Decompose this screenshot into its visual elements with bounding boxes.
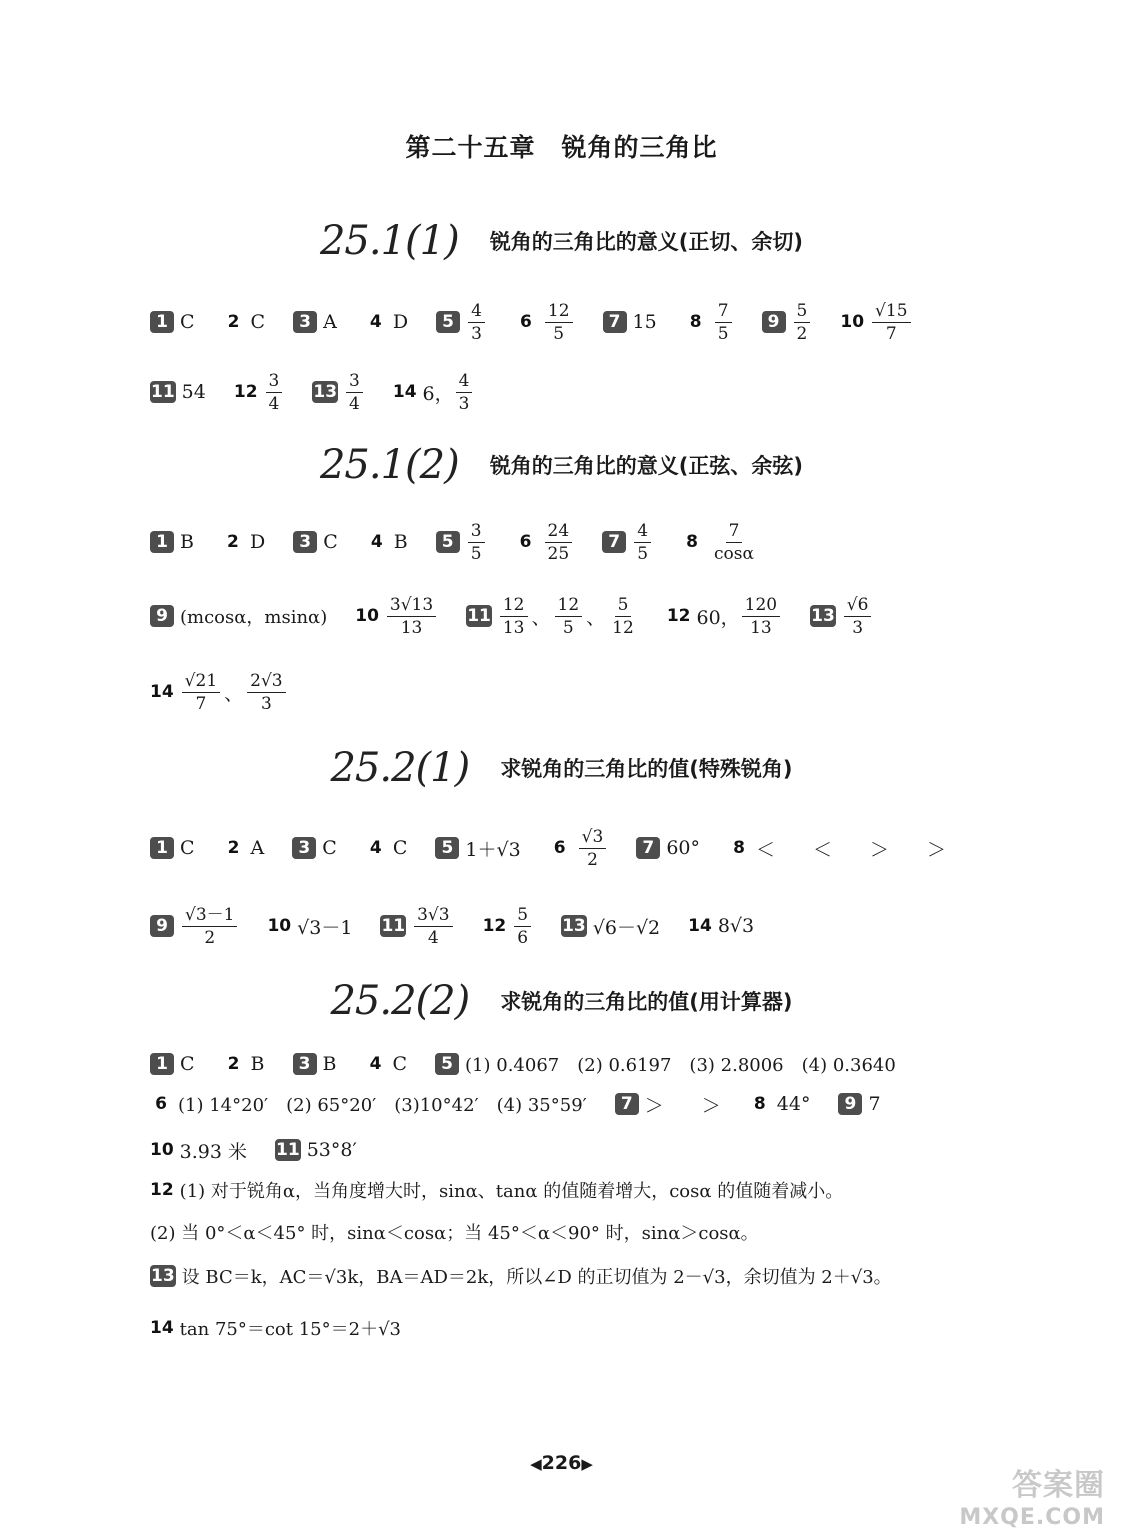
section-title: 锐角的三角比的意义(正切、余切) xyxy=(489,230,804,254)
question-number: 14 xyxy=(150,1318,174,1338)
answer-item xyxy=(667,595,782,638)
denominator: 2 xyxy=(204,927,216,948)
question-number: 1 xyxy=(150,837,174,859)
denominator: 6 xyxy=(517,927,529,948)
question-number: 3 xyxy=(293,531,317,553)
denominator: 5 xyxy=(637,543,649,564)
denominator: 4 xyxy=(268,393,280,414)
answer-item xyxy=(234,371,285,414)
question-number: 12 xyxy=(482,916,507,936)
separator: 、 xyxy=(586,606,606,629)
fraction xyxy=(514,905,531,948)
answer-item xyxy=(393,371,475,414)
numerator: 12 xyxy=(555,595,583,617)
fraction xyxy=(468,301,485,344)
numerator: 3 xyxy=(266,371,283,393)
fraction xyxy=(555,595,583,638)
section-number: 25.1(1) xyxy=(319,218,459,264)
answer-item xyxy=(150,311,195,333)
denominator: 4 xyxy=(349,393,360,414)
question-number: 11 xyxy=(467,606,491,626)
answer-row xyxy=(150,1130,1063,1170)
question-number: 14 xyxy=(150,682,174,702)
page-number-text: 226 xyxy=(541,1452,582,1474)
answer-item xyxy=(150,603,327,629)
section-title: 求锐角的三角比的值(用计算器) xyxy=(500,990,793,1014)
fraction xyxy=(456,371,473,414)
answer-item xyxy=(292,837,337,859)
question-number: 14 xyxy=(392,382,417,402)
numerator: 4 xyxy=(468,301,485,323)
chapter-title: 第二十五章 锐角的三角比 xyxy=(405,133,718,162)
fraction xyxy=(579,827,607,870)
answer-item xyxy=(275,1139,357,1161)
answer-item xyxy=(150,1263,892,1289)
numerator: 5 xyxy=(615,595,632,617)
question-number: 10 xyxy=(355,606,379,626)
question-number: 12 xyxy=(666,606,691,626)
answer-item xyxy=(688,915,754,937)
question-number: 5 xyxy=(435,1053,459,1075)
numerator: 5 xyxy=(794,301,811,323)
question-number: 4 xyxy=(369,1054,382,1074)
answer-item xyxy=(223,311,266,333)
answer-item xyxy=(681,521,759,564)
answer-text: 8√3 xyxy=(717,915,755,937)
answer-item xyxy=(150,1137,247,1164)
answer-text: C xyxy=(323,531,338,553)
section-number: 25.2(1) xyxy=(330,745,470,791)
answer-text: 1＋√3 xyxy=(465,838,521,861)
denominator: 3 xyxy=(458,393,470,414)
numerator: √21 xyxy=(182,671,220,693)
fraction xyxy=(182,671,220,714)
answer-item xyxy=(762,301,813,344)
numerator: 120 xyxy=(742,595,780,617)
answer-item xyxy=(150,1053,195,1075)
answer-text: 60° xyxy=(666,837,701,859)
question-number: 8 xyxy=(686,532,698,552)
question-number: 7 xyxy=(636,837,660,859)
answer-row xyxy=(150,818,1063,878)
answer-item xyxy=(150,671,288,714)
question-number: 9 xyxy=(838,1093,862,1115)
denominator: 13 xyxy=(502,617,525,638)
question-number: 11 xyxy=(276,1140,300,1160)
numerator: √15 xyxy=(872,301,910,323)
answer-text: (1) 0.4067 (2) 0.6197 (3) 2.8006 (4) 0.3640 xyxy=(465,1055,896,1076)
answer-row xyxy=(150,586,1063,646)
denominator: 2 xyxy=(587,849,598,870)
question-number: 2 xyxy=(227,532,239,552)
separator: 、 xyxy=(224,682,244,705)
question-number: 4 xyxy=(369,312,382,332)
answer-text: D xyxy=(392,311,409,333)
question-number: 3 xyxy=(292,837,316,859)
answer-text: 15 xyxy=(632,311,657,333)
question-number: 11 xyxy=(381,916,406,936)
question-number: 7 xyxy=(602,531,626,553)
separator: 、 xyxy=(531,606,551,629)
question-number: 6 xyxy=(553,838,566,858)
answer-item xyxy=(838,1093,880,1115)
answer-item xyxy=(150,905,239,948)
answer-item xyxy=(685,301,734,344)
page-number xyxy=(0,1452,1123,1474)
answer-text: 53°8′ xyxy=(306,1139,357,1161)
answer-text: B xyxy=(180,531,194,553)
answer-text: tan 75°＝cot 15°＝2＋√3 xyxy=(179,1319,402,1340)
section-title: 锐角的三角比的意义(正弦、余弦) xyxy=(489,454,804,478)
answer-item xyxy=(515,521,575,564)
answer-row xyxy=(150,1170,1063,1210)
right-arrow-icon: ▶ xyxy=(581,1455,593,1473)
fraction xyxy=(545,521,573,564)
numerator: 24 xyxy=(545,521,573,543)
numerator: 3√13 xyxy=(387,595,436,617)
denominator: 4 xyxy=(427,927,439,948)
answer-row xyxy=(150,362,1063,422)
answer-text: (1) 对于锐角α，当角度增大时，sinα、tanα 的值随着增大，cosα 的值随着减小。 xyxy=(179,1181,844,1202)
denominator: cosα xyxy=(714,543,754,564)
watermark-line2: MXQE.COM xyxy=(959,1505,1105,1530)
denominator: 2 xyxy=(796,323,808,344)
answer-text: C xyxy=(392,1053,408,1075)
fraction xyxy=(711,521,757,564)
numerator: 12 xyxy=(545,301,573,323)
numerator: 7 xyxy=(726,521,743,543)
question-number: 13 xyxy=(151,1266,175,1286)
answer-text: C xyxy=(392,837,408,859)
question-number: 6 xyxy=(155,1094,167,1114)
answer-text: 7 xyxy=(868,1093,881,1115)
answer-row xyxy=(150,512,1063,572)
left-arrow-icon: ◀ xyxy=(530,1455,542,1473)
answer-item xyxy=(267,913,352,940)
fraction xyxy=(872,301,910,344)
answer-text: 60， xyxy=(696,606,740,629)
answer-item xyxy=(223,837,265,859)
answer-text: 54 xyxy=(181,381,206,403)
answer-text: C xyxy=(180,311,195,333)
answer-text: (2) 当 0°＜α＜45° 时，sinα＜cosα；当 45°＜α＜90° 时，sinα＞cosα。 xyxy=(150,1223,759,1244)
question-number: 2 xyxy=(227,838,240,858)
numerator: √3 xyxy=(579,827,607,849)
numerator: 3 xyxy=(468,521,485,543)
answer-item xyxy=(435,1051,896,1077)
question-number: 7 xyxy=(603,311,627,333)
section-header xyxy=(0,218,1123,264)
denominator: 7 xyxy=(885,323,897,344)
question-number: 14 xyxy=(688,916,712,936)
answer-item xyxy=(223,1053,265,1075)
denominator: 25 xyxy=(547,543,570,564)
answer-text: 设 BC＝k，AC＝√3k，BA＝AD＝2k，所以∠D 的正切值为 2－√3，余切值为 2＋√3。 xyxy=(181,1267,892,1288)
answer-text: (1) 14°20′ (2) 65°20′ (3)10°42′ (4) 35°59′ xyxy=(178,1095,587,1116)
question-number: 3 xyxy=(293,311,317,333)
denominator: 13 xyxy=(400,617,423,638)
answer-row xyxy=(150,1212,1063,1252)
answer-item xyxy=(380,905,454,948)
answer-row xyxy=(150,1308,1063,1348)
section-number: 25.2(2) xyxy=(330,978,470,1024)
answer-text: A xyxy=(250,837,265,859)
answer-item xyxy=(840,301,912,344)
question-number: 10 xyxy=(840,312,865,332)
answer-row xyxy=(150,896,1063,956)
denominator: 13 xyxy=(750,617,772,638)
watermark-line1: 答案圈 xyxy=(1012,1468,1105,1503)
section-header xyxy=(0,978,1123,1024)
question-number: 13 xyxy=(562,916,586,936)
answer-text: 3.93 米 xyxy=(179,1140,248,1163)
answer-item xyxy=(636,837,700,859)
answer-item xyxy=(466,595,639,638)
answer-item xyxy=(515,301,575,344)
answer-item xyxy=(749,1093,811,1115)
answer-item xyxy=(549,827,609,870)
denominator: 3 xyxy=(471,323,482,344)
numerator: 5 xyxy=(514,905,531,927)
answer-item xyxy=(150,531,194,553)
answer-text: (mcosα，msinα) xyxy=(180,607,328,628)
answer-text: ＞ ＞ xyxy=(644,1094,721,1117)
question-number: 13 xyxy=(313,382,338,402)
question-number: 12 xyxy=(150,1180,174,1200)
answer-text: 44° xyxy=(776,1093,811,1115)
watermark xyxy=(959,1470,1105,1534)
answer-row xyxy=(150,662,1063,722)
answer-item xyxy=(615,1091,721,1118)
fraction xyxy=(468,521,485,564)
answer-row xyxy=(150,1256,1063,1296)
fraction xyxy=(742,595,780,638)
denominator: 5 xyxy=(553,323,565,344)
numerator: 4 xyxy=(634,521,651,543)
fraction xyxy=(346,371,363,414)
answer-text: √3－1 xyxy=(297,916,353,939)
answer-item xyxy=(728,835,946,862)
answer-item xyxy=(355,595,438,638)
denominator: 3 xyxy=(852,617,864,638)
numerator: 12 xyxy=(500,595,528,617)
numerator: √3－1 xyxy=(182,905,237,927)
answer-item xyxy=(602,521,653,564)
answer-item xyxy=(603,311,657,333)
question-number: 9 xyxy=(150,605,174,627)
fraction xyxy=(414,905,452,948)
answer-item xyxy=(483,905,534,948)
answer-row xyxy=(150,1084,1063,1124)
section-header xyxy=(0,442,1123,488)
question-number: 7 xyxy=(615,1093,639,1115)
numerator: √6 xyxy=(844,595,872,617)
answer-item xyxy=(365,837,408,859)
fraction xyxy=(609,595,637,638)
fraction xyxy=(266,371,283,414)
section-title: 求锐角的三角比的值(特殊锐角) xyxy=(500,757,793,781)
answer-text: ＜ ＜ ＞ ＞ xyxy=(756,838,947,861)
answer-item xyxy=(293,311,337,333)
question-number: 4 xyxy=(370,532,383,552)
denominator: 7 xyxy=(195,693,207,714)
numerator: 3 xyxy=(346,371,363,393)
question-number: 5 xyxy=(436,311,460,333)
fraction xyxy=(634,521,651,564)
denominator: 3 xyxy=(260,693,272,714)
answer-text: C xyxy=(180,837,195,859)
question-number: 8 xyxy=(689,312,702,332)
answer-item xyxy=(150,1177,843,1203)
denominator: 12 xyxy=(612,617,634,638)
numerator: 4 xyxy=(456,371,473,393)
fraction xyxy=(844,595,872,638)
fraction xyxy=(247,671,285,714)
question-number: 13 xyxy=(811,606,835,626)
question-number: 9 xyxy=(762,311,786,333)
question-number: 1 xyxy=(150,531,174,553)
question-number: 10 xyxy=(150,1140,174,1160)
numerator: 7 xyxy=(715,301,732,323)
answer-text: 6， xyxy=(422,382,454,405)
section-number: 25.1(2) xyxy=(319,442,459,488)
answer-text: C xyxy=(180,1053,195,1075)
question-number: 8 xyxy=(753,1094,766,1114)
question-number: 3 xyxy=(293,1053,317,1075)
answer-item xyxy=(810,595,873,638)
answer-item xyxy=(436,301,487,344)
answer-item xyxy=(561,913,660,940)
question-number: 4 xyxy=(369,838,382,858)
answer-item xyxy=(365,311,408,333)
answer-item xyxy=(293,1053,337,1075)
answer-item xyxy=(435,835,520,862)
answer-text: A xyxy=(323,311,337,333)
question-number: 5 xyxy=(436,531,460,553)
section-header xyxy=(0,745,1123,791)
question-number: 6 xyxy=(519,312,532,332)
answer-item xyxy=(436,521,487,564)
answer-item xyxy=(293,531,338,553)
question-number: 11 xyxy=(151,382,175,402)
question-number: 1 xyxy=(150,311,174,333)
answer-text: D xyxy=(249,531,266,553)
question-number: 2 xyxy=(227,312,240,332)
question-number: 8 xyxy=(733,838,745,858)
fraction xyxy=(500,595,528,638)
answer-item xyxy=(150,381,206,403)
answer-text: √6－√2 xyxy=(592,916,661,939)
fraction xyxy=(715,301,732,344)
answer-text: B xyxy=(250,1053,265,1075)
answer-text: C xyxy=(322,837,337,859)
answer-row xyxy=(150,1044,1063,1084)
question-number: 10 xyxy=(267,916,292,936)
answer-item xyxy=(366,531,408,553)
fraction xyxy=(387,595,436,638)
answer-row xyxy=(150,292,1063,352)
denominator: 5 xyxy=(562,617,574,638)
denominator: 5 xyxy=(717,323,729,344)
question-number: 2 xyxy=(227,1054,240,1074)
answer-item xyxy=(150,837,195,859)
question-number: 5 xyxy=(435,837,459,859)
answer-item xyxy=(364,1053,407,1075)
fraction xyxy=(182,905,237,948)
numerator: 2√3 xyxy=(247,671,285,693)
answer-item xyxy=(150,1315,401,1341)
answer-item xyxy=(150,1091,587,1117)
denominator: 5 xyxy=(470,543,482,564)
fraction xyxy=(545,301,573,344)
question-number: 12 xyxy=(233,382,258,402)
answer-text: B xyxy=(322,1053,337,1075)
question-number: 9 xyxy=(150,915,174,937)
fraction xyxy=(794,301,811,344)
answer-text: C xyxy=(250,311,266,333)
question-number: 1 xyxy=(150,1053,174,1075)
numerator: 3√3 xyxy=(414,905,452,927)
answer-item xyxy=(312,371,365,414)
question-number: 6 xyxy=(519,532,532,552)
answer-text: B xyxy=(393,531,408,553)
answer-item xyxy=(222,531,265,553)
answer-item xyxy=(150,1219,759,1245)
